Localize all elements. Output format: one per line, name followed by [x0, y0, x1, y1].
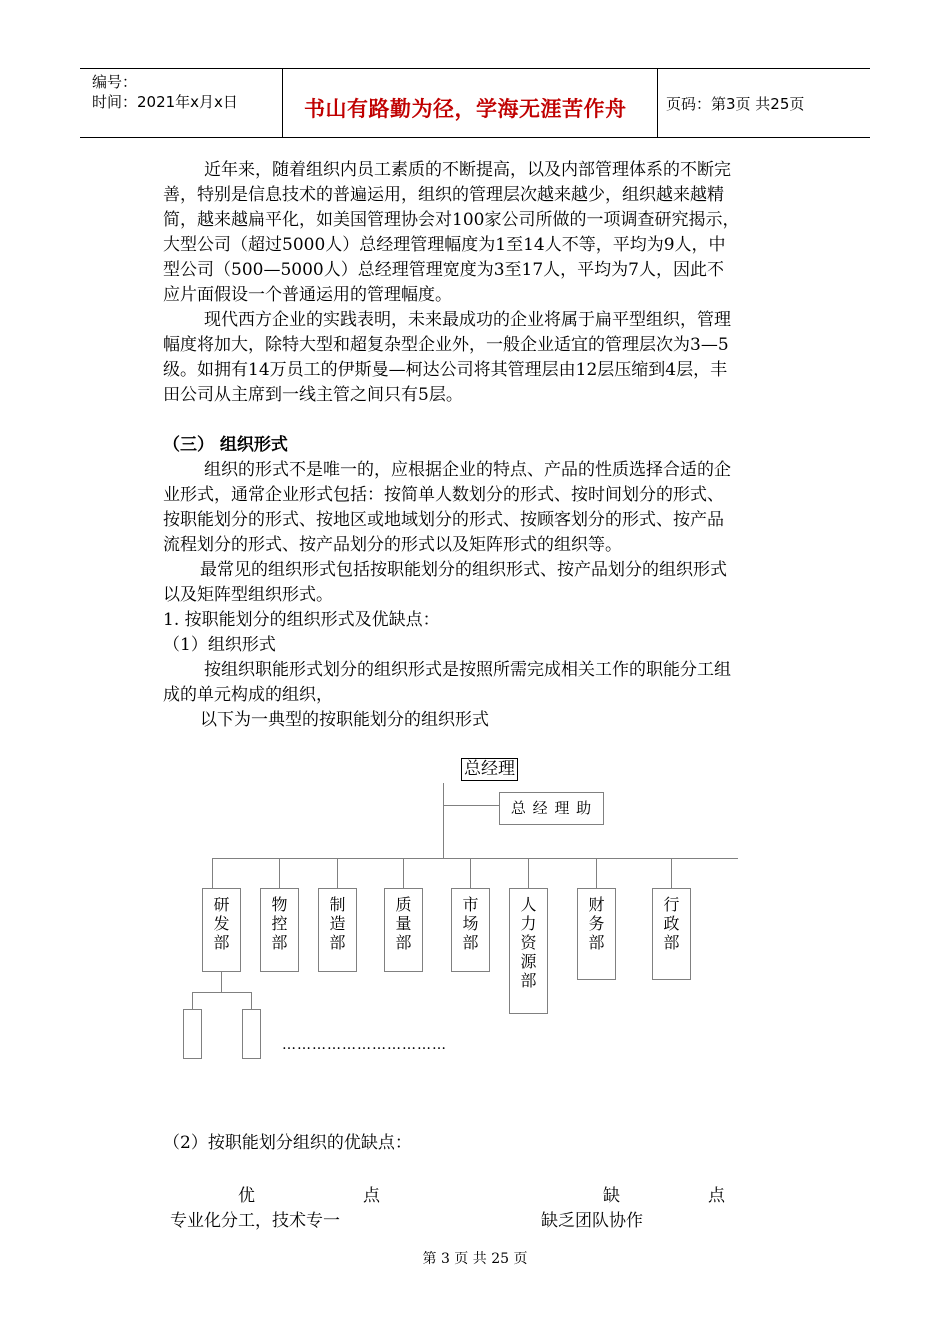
paragraph-line: 大型公司（超过5000人）总经理管理幅度为1至14人不等，平均为9人，中	[163, 235, 726, 255]
paragraph-line: 善，特别是信息技术的普遍运用，组织的管理层次越来越少，组织越来越精	[163, 185, 724, 205]
paragraph-line: 田公司从主席到一线主管之间只有5层。	[163, 385, 463, 405]
cons-item: 缺乏团队协作	[541, 1211, 643, 1231]
paragraph-line: 以及矩阵型组织形式。	[163, 585, 333, 605]
pros-header: 优	[238, 1186, 255, 1206]
connector-line	[443, 783, 444, 859]
section-heading: （三） 组织形式	[163, 435, 288, 455]
header-page-number: 页码：第3页 共25页	[666, 95, 805, 113]
org-node-department: 财务部	[577, 888, 616, 980]
org-node-subunit	[183, 1009, 202, 1059]
pros-header: 点	[363, 1186, 380, 1206]
paragraph-line: 应片面假设一个普通运用的管理幅度。	[163, 285, 452, 305]
connector-line	[443, 805, 500, 806]
header-number: 编号：	[92, 73, 138, 91]
list-item-heading: 1. 按职能划分的组织形式及优缺点：	[163, 610, 440, 630]
paragraph-line: 按组织职能形式划分的组织形式是按照所需完成相关工作的职能分工组	[204, 660, 731, 680]
cons-header: 点	[708, 1186, 725, 1206]
page-header	[80, 68, 870, 138]
connector-line	[279, 858, 280, 888]
paragraph-line: 近年来，随着组织内员工素质的不断提高，以及内部管理体系的不断完	[204, 160, 731, 180]
connector-line	[596, 858, 597, 888]
paragraph-line: 简，越来越扁平化，如美国管理协会对100家公司所做的一项调查研究揭示，	[163, 210, 740, 230]
pros-item: 专业化分工，技术专一	[170, 1211, 340, 1231]
sub-heading: （1）组织形式	[163, 635, 276, 655]
org-node-department: 人力资源部	[509, 888, 548, 1014]
page-footer: 第 3 页 共 25 页	[422, 1251, 528, 1267]
connector-line	[221, 972, 222, 992]
org-node-subunit	[242, 1009, 261, 1059]
paragraph-line: 型公司（500—5000人）总经理管理宽度为3至17人，平均为7人，因此不	[163, 260, 724, 280]
org-node-top: 总经理	[461, 758, 518, 781]
header-divider	[282, 69, 283, 137]
paragraph-line: 现代西方企业的实践表明，未来最成功的企业将属于扁平型组织，管理	[204, 310, 731, 330]
paragraph-line: 幅度将加大，除特大型和超复杂型企业外，一般企业适宜的管理层次为3—5	[163, 335, 729, 355]
paragraph-line: 流程划分的形式、按产品划分的形式以及矩阵形式的组织等。	[163, 535, 622, 555]
connector-line	[470, 858, 471, 888]
sub-heading: （2）按职能划分组织的优缺点：	[163, 1133, 412, 1153]
connector-line	[671, 858, 672, 888]
paragraph-line: 级。如拥有14万员工的伊斯曼—柯达公司将其管理层由12层压缩到4层，丰	[163, 360, 728, 380]
connector-line	[212, 858, 213, 888]
org-node-department: 质量部	[384, 888, 423, 972]
connector-line	[403, 858, 404, 888]
connector-line	[192, 992, 193, 1009]
org-node-assistant: 总 经 理 助	[499, 792, 604, 825]
header-motto: 书山有路勤为径，学海无涯苦作舟	[304, 97, 627, 121]
paragraph-line: 成的单元构成的组织，	[163, 685, 333, 705]
connector-line	[251, 992, 252, 1009]
org-node-department: 物控部	[260, 888, 299, 972]
paragraph-line: 按职能划分的形式、按地区或地域划分的形式、按顾客划分的形式、按产品	[163, 510, 724, 530]
cons-header: 缺	[603, 1186, 620, 1206]
header-date: 时间：2021年x月x日	[92, 93, 238, 111]
org-node-department: 制造部	[318, 888, 357, 972]
org-chart-ellipsis: ……………………………	[282, 1037, 447, 1053]
connector-line	[528, 858, 529, 888]
org-node-department: 研发部	[202, 888, 241, 972]
paragraph-line: 业形式，通常企业形式包括：按简单人数划分的形式、按时间划分的形式、	[163, 485, 724, 505]
connector-line	[212, 858, 738, 859]
org-node-department: 市场部	[451, 888, 490, 972]
paragraph-line: 组织的形式不是唯一的，应根据企业的特点、产品的性质选择合适的企	[204, 460, 731, 480]
paragraph-line: 以下为一典型的按职能划分的组织形式	[200, 710, 489, 730]
connector-line	[192, 992, 251, 993]
connector-line	[337, 858, 338, 888]
header-divider	[657, 69, 658, 137]
org-node-department: 行政部	[652, 888, 691, 980]
paragraph-line: 最常见的组织形式包括按职能划分的组织形式、按产品划分的组织形式	[200, 560, 727, 580]
